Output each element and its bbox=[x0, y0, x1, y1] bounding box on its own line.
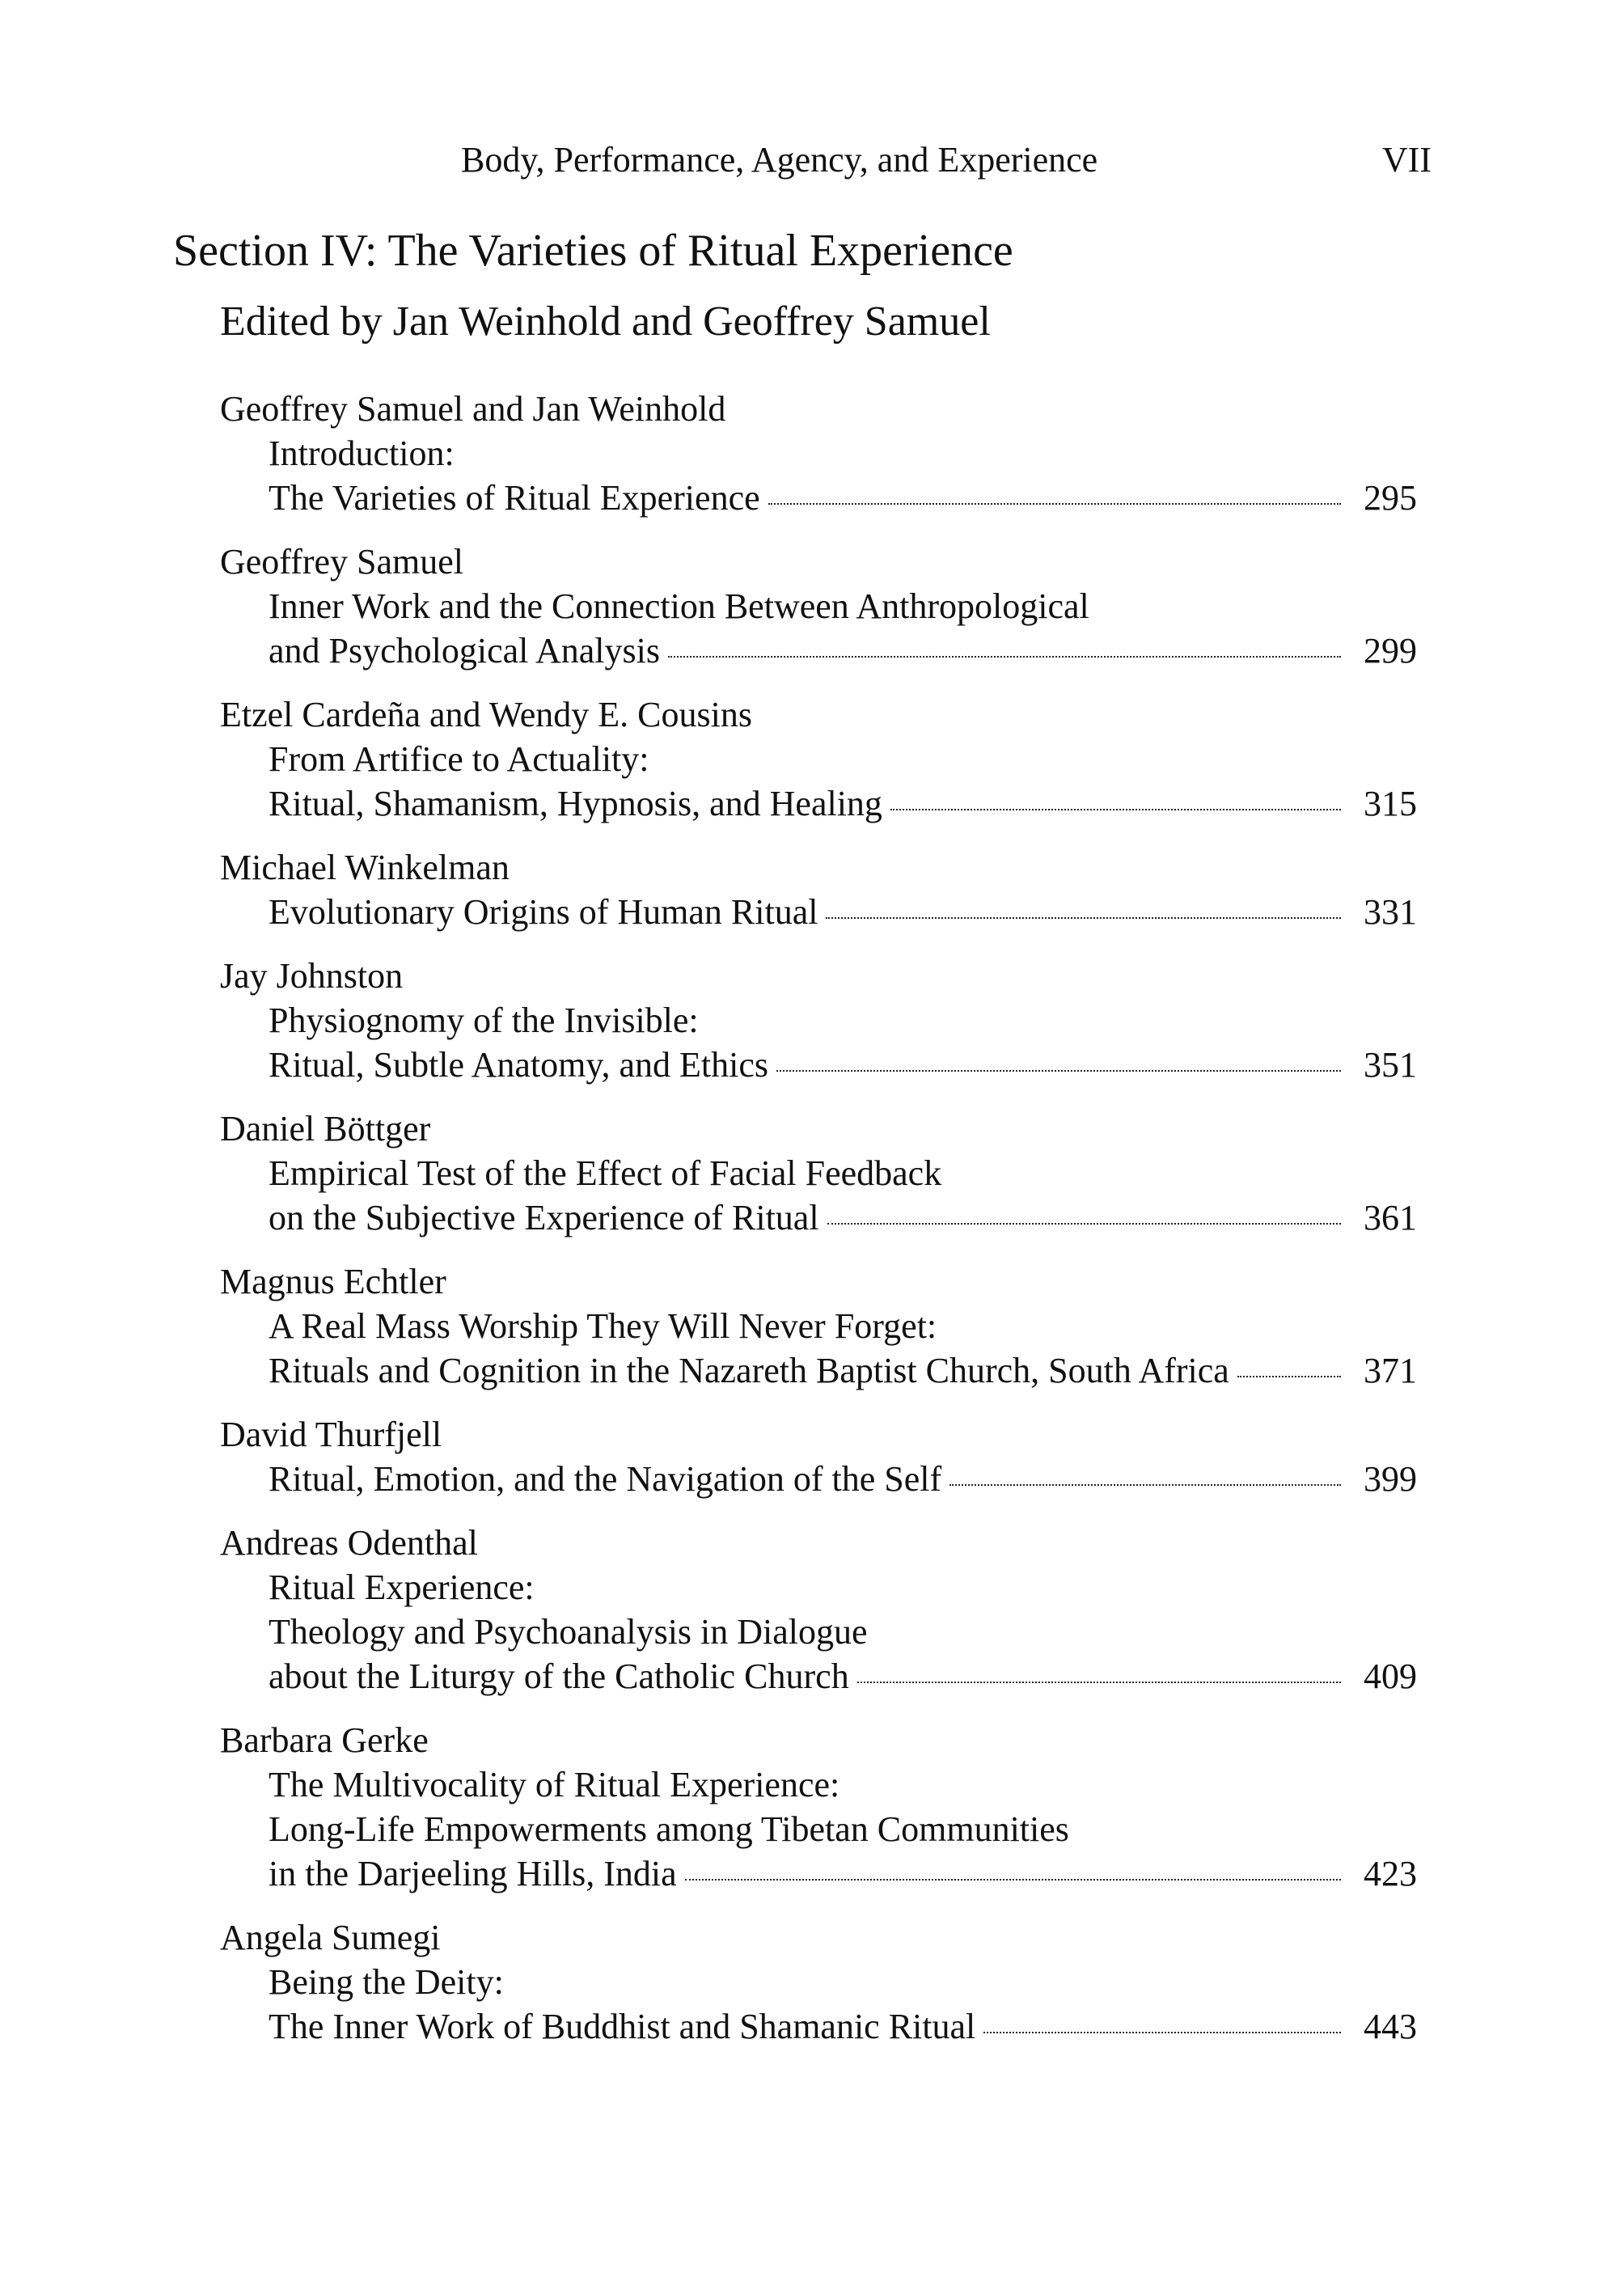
running-head bbox=[0, 136, 1624, 184]
dot-leader bbox=[857, 1681, 1341, 1683]
toc-entry-title-line: Physiognomy of the Invisible: bbox=[269, 1001, 699, 1040]
toc-entry-title bbox=[220, 584, 1417, 673]
toc-entry-page-number: 423 bbox=[1364, 1854, 1417, 1893]
toc-entry-page-number: 443 bbox=[1364, 2007, 1417, 2046]
toc-entry-title-line bbox=[269, 1195, 1417, 1240]
toc-entry-title-line: Being the Deity: bbox=[269, 1962, 504, 2002]
toc-entry[interactable] bbox=[220, 845, 1417, 934]
toc-entry-title bbox=[220, 1457, 1417, 1501]
toc-entry-author: Etzel Cardeña and Wendy E. Cousins bbox=[220, 695, 752, 734]
toc-entry-page-number: 361 bbox=[1364, 1198, 1417, 1237]
toc-entry[interactable] bbox=[220, 387, 1417, 520]
toc-entry[interactable] bbox=[220, 1521, 1417, 1699]
toc-entry-author: Jay Johnston bbox=[220, 956, 404, 996]
section-editors: Edited by Jan Weinhold and Geoffrey Samuel bbox=[220, 298, 991, 345]
toc-entry[interactable] bbox=[220, 1259, 1417, 1393]
toc-entry-title-line bbox=[269, 1348, 1417, 1393]
toc-entry[interactable] bbox=[220, 692, 1417, 826]
toc-entry-author: Michael Winkelman bbox=[220, 848, 510, 887]
toc-entry-title-text: Evolutionary Origins of Human Ritual bbox=[269, 892, 818, 932]
toc-entry-title-line bbox=[269, 2004, 1417, 2049]
dot-leader bbox=[776, 1069, 1341, 1072]
toc-entry-title-line: From Artifice to Actuality: bbox=[269, 739, 649, 779]
toc-entry-author: Geoffrey Samuel bbox=[220, 542, 463, 582]
toc-entry-title bbox=[220, 998, 1417, 1087]
toc-entry-title-line bbox=[269, 1457, 1417, 1501]
toc-entry-title bbox=[220, 431, 1417, 520]
toc-entry-title-line bbox=[269, 628, 1417, 673]
toc-entry-page-number: 299 bbox=[1364, 631, 1417, 671]
toc-entry-title-text: The Inner Work of Buddhist and Shamanic Ritual bbox=[269, 2007, 976, 2046]
running-title: Body, Performance, Agency, and Experience bbox=[461, 140, 1098, 180]
toc-entry-author: Andreas Odenthal bbox=[220, 1523, 478, 1563]
toc-entry-title-text: Ritual, Subtle Anatomy, and Ethics bbox=[269, 1045, 768, 1085]
toc-entry-title-line: The Multivocality of Ritual Experience: bbox=[269, 1765, 840, 1804]
toc-entry-page-number: 295 bbox=[1364, 478, 1417, 518]
toc-entry-title-line bbox=[269, 476, 1417, 520]
toc-entry-title-text: Ritual, Emotion, and the Navigation of the Self bbox=[269, 1459, 942, 1499]
dot-leader bbox=[668, 655, 1341, 658]
toc-entry-author: Daniel Böttger bbox=[220, 1109, 431, 1149]
toc-entry-title-text: Rituals and Cognition in the Nazareth Baptist Church, South Africa bbox=[269, 1351, 1229, 1390]
toc-entry[interactable] bbox=[220, 539, 1417, 673]
toc-entry-author: Barbara Gerke bbox=[220, 1720, 429, 1760]
toc-entry-author: Angela Sumegi bbox=[220, 1918, 441, 1957]
dot-leader bbox=[826, 916, 1341, 919]
toc-entry-page-number: 371 bbox=[1364, 1351, 1417, 1390]
toc-entry[interactable] bbox=[220, 1915, 1417, 2049]
dot-leader bbox=[890, 808, 1341, 810]
toc-entry-title-text: about the Liturgy of the Catholic Church bbox=[269, 1656, 849, 1696]
toc-entry-title-line bbox=[269, 890, 1417, 934]
toc-entry-title-line: Introduction: bbox=[269, 434, 455, 473]
dot-leader bbox=[685, 1878, 1341, 1881]
toc-entry-title bbox=[220, 1762, 1417, 1896]
toc-entry-title-text: on the Subjective Experience of Ritual bbox=[269, 1198, 819, 1237]
toc-entry-page-number: 315 bbox=[1364, 784, 1417, 823]
toc-entry-title-line: Empirical Test of the Effect of Facial Feedback bbox=[269, 1153, 942, 1193]
toc-entry-author: David Thurfjell bbox=[220, 1415, 442, 1454]
toc-entry-page-number: 331 bbox=[1364, 892, 1417, 932]
dot-leader bbox=[827, 1222, 1341, 1225]
toc-entry-title-line bbox=[269, 1654, 1417, 1699]
toc-entry-title-line bbox=[269, 1851, 1417, 1896]
toc-entry-page-number: 409 bbox=[1364, 1656, 1417, 1696]
toc-entry-title-line: Ritual Experience: bbox=[269, 1567, 535, 1607]
dot-leader bbox=[1237, 1375, 1341, 1377]
toc-entry-title bbox=[220, 1960, 1417, 2049]
toc-entry[interactable] bbox=[220, 954, 1417, 1087]
toc-entry[interactable] bbox=[220, 1718, 1417, 1896]
toc-entry-author: Geoffrey Samuel and Jan Weinhold bbox=[220, 389, 726, 429]
toc-entry-title-line: Long-Life Empowerments among Tibetan Communities bbox=[269, 1809, 1069, 1849]
toc-entry-page-number: 399 bbox=[1364, 1459, 1417, 1499]
toc-entry-title-line bbox=[269, 781, 1417, 826]
toc-entry[interactable] bbox=[220, 1412, 1417, 1501]
toc-entry-title-text: in the Darjeeling Hills, India bbox=[269, 1854, 677, 1893]
toc-entry-title-text: and Psychological Analysis bbox=[269, 631, 660, 671]
toc-entry-author: Magnus Echtler bbox=[220, 1262, 446, 1301]
section-title: Section IV: The Varieties of Ritual Experience bbox=[173, 226, 1013, 276]
page-number: VII bbox=[1381, 140, 1432, 180]
toc-entry-title-line: Inner Work and the Connection Between Anthropological bbox=[269, 586, 1089, 626]
dot-leader bbox=[983, 2031, 1341, 2033]
toc-entry-title bbox=[220, 1151, 1417, 1240]
toc-entry-title-text: Ritual, Shamanism, Hypnosis, and Healing bbox=[269, 784, 882, 823]
toc-entry-title-text: The Varieties of Ritual Experience bbox=[269, 478, 760, 518]
toc-entry-title bbox=[220, 1565, 1417, 1699]
dot-leader bbox=[768, 502, 1341, 505]
toc-entry-title bbox=[220, 1304, 1417, 1393]
toc-entry-title bbox=[220, 737, 1417, 826]
table-of-contents bbox=[220, 387, 1417, 2068]
toc-entry[interactable] bbox=[220, 1106, 1417, 1240]
dot-leader bbox=[949, 1483, 1341, 1486]
toc-entry-title-line: Theology and Psychoanalysis in Dialogue bbox=[269, 1612, 868, 1652]
toc-entry-title-line bbox=[269, 1043, 1417, 1087]
toc-entry-title-line: A Real Mass Worship They Will Never Forget: bbox=[269, 1306, 937, 1346]
toc-entry-page-number: 351 bbox=[1364, 1045, 1417, 1085]
toc-entry-title bbox=[220, 890, 1417, 934]
